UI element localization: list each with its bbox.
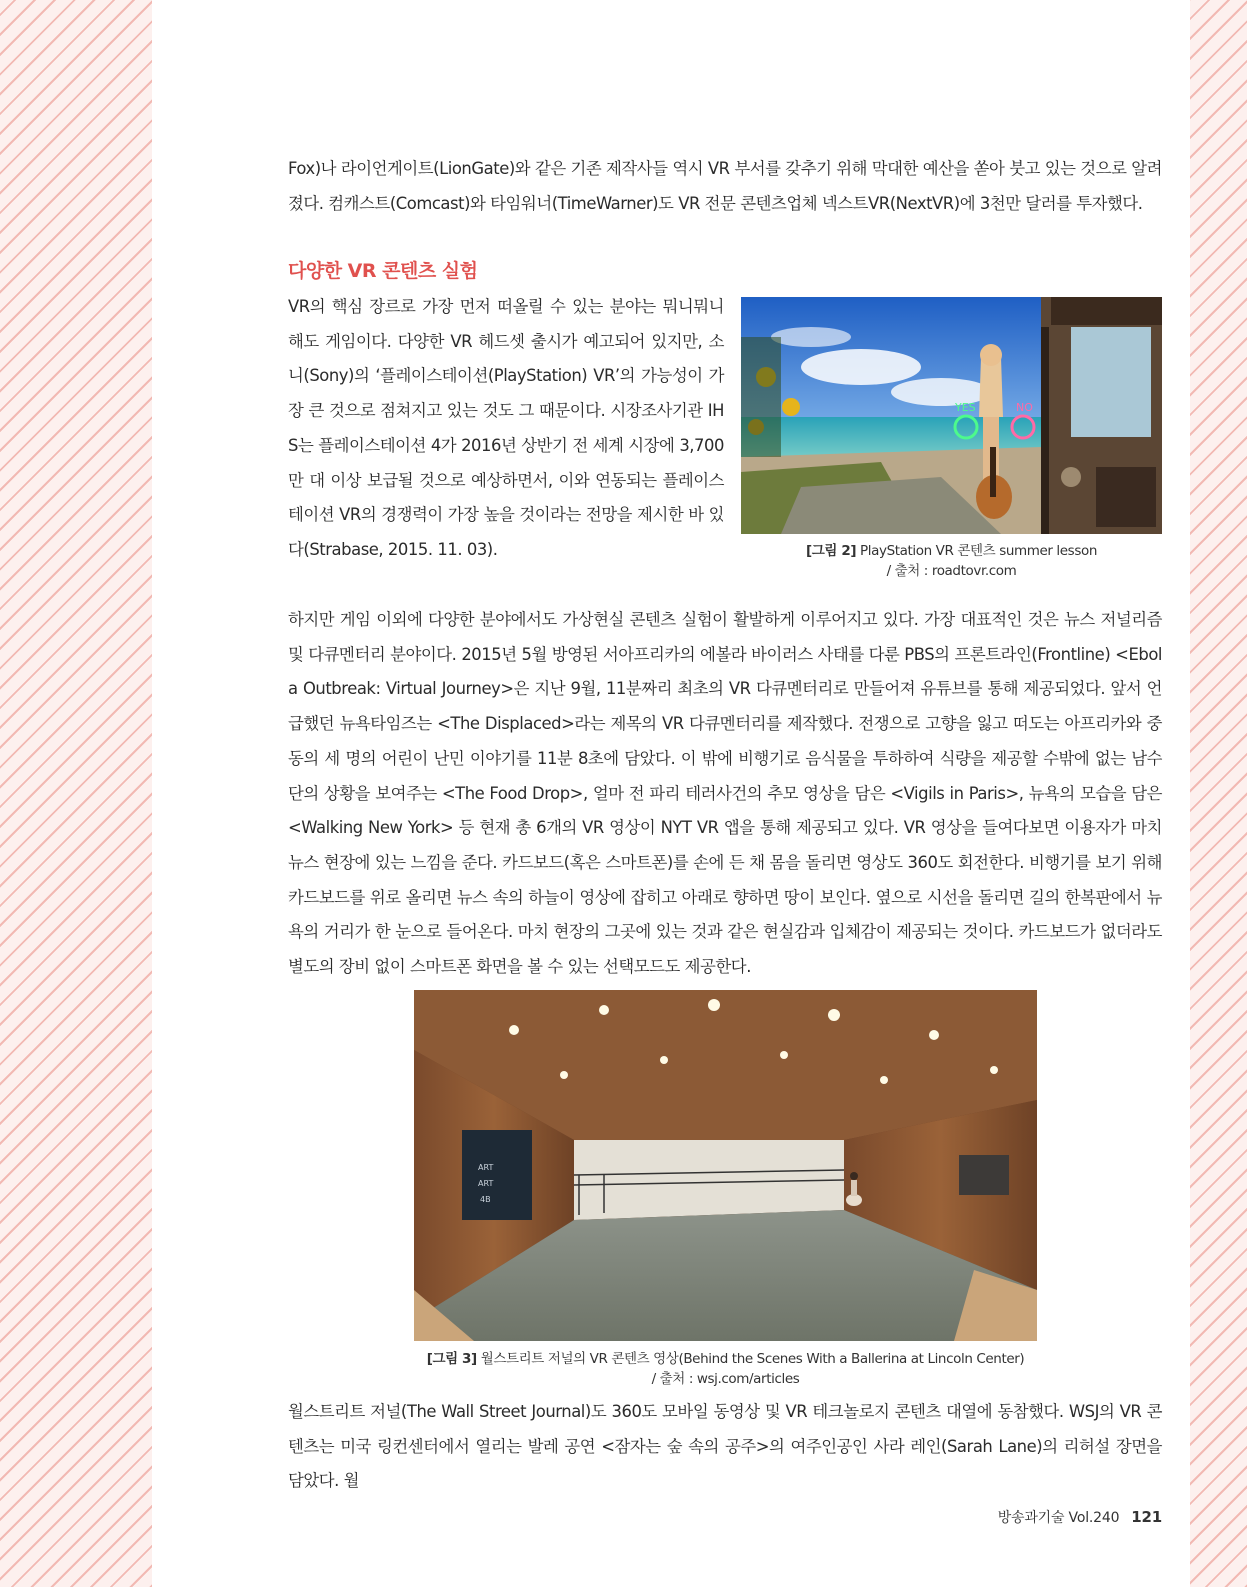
publication-name: 방송과기술 Vol.240 (997, 1510, 1120, 1526)
figure-2-source: / 출처 : roadtovr.com (886, 563, 1017, 579)
vr-summer-lesson-scene (741, 297, 1162, 534)
decorative-stripe-right (1190, 0, 1247, 1587)
crate-label-3: 4B (480, 1195, 491, 1204)
section-heading: 다양한 VR 콘텐츠 실험 (288, 260, 478, 282)
figure-3-caption (414, 1349, 1037, 1389)
page-number: 121 (1131, 1508, 1162, 1526)
wsj-paragraph: 월스트리트 저널(The Wall Street Journal)도 360도 모바일 동영상 및 VR 테크놀로지 콘텐츠 대열에 동참했다. WSJ의 VR 콘텐츠는 미국 링컨센터에서 열리는 발레 공연 <잠자는 숲 속의 공주>의 여주인공인 사라 레인(Sarah Lane)의 리허설 장면을 담았다. 월 (288, 1402, 1162, 1491)
crate-label-2: ART (478, 1179, 494, 1188)
intro-paragraph: Fox)나 라이언게이트(LionGate)와 같은 기존 제작사들 역시 VR 부서를 갖추기 위해 막대한 예산을 쏟아 붓고 있는 것으로 알려졌다. 컴캐스트(Comcast)와 타임워너(TimeWarner)도 VR 전문 콘텐츠업체 넥스트VR(NextVR)에 3천만 달러를 투자했다. (288, 159, 1162, 213)
no-overlay-text: NO (1016, 401, 1033, 414)
crate-label-1: ART (478, 1163, 494, 1172)
figure-3-source: / 출처 : wsj.com/articles (651, 1371, 800, 1387)
yes-overlay-text: YES (955, 401, 976, 414)
figure-2-caption-text: PlayStation VR 콘텐츠 summer lesson (860, 543, 1097, 559)
news-paragraph: 하지만 게임 이외에 다양한 분야에서도 가상현실 콘텐츠 실험이 활발하게 이루어지고 있다. 가장 대표적인 것은 뉴스 저널리즘 및 다큐멘터리 분야이다. 2015년 5월 방영된 서아프리카의 에볼라 바이러스 사태를 다룬 PBS의 프론트라인(Frontline) <Ebola Outbreak: Virtual Journey>은 지난 9월, 11분짜리 최초의 VR 다큐멘터리로 만들어져 유튜브를 통해 제공되었다. 앞서 언급했던 뉴욕타임즈는 <The Displaced>라는 제목의 VR 다큐멘터리를 제작했다. 전쟁으로 고향을 잃고 떠도는 아프리카와 중동의 세 명의 어린이 난민 이야기를 11분 8초에 담았다. 이 밖에 비행기로 음식물을 투하하여 식량을 제공할 수밖에 없는 남수단의 상황을 보여주는 <The Food Drop>, 얼마 전 파리 테러사건의 추모 영상을 담은 <Vigils in Paris>, 뉴욕의 모습을 담은 <Walking New York> 등 현재 총 6개의 VR 영상이 NYT VR 앱을 통해 제공되고 있다. VR 영상을 들여다보면 이용자가 마치 뉴스 현장에 있는 느낌을 준다. 카드보드(혹은 스마트폰)를 손에 든 채 몸을 돌리면 영상도 360도 회전한다. 비행기를 보기 위해 카드보드를 위로 올리면 뉴스 속의 하늘이 영상에 잡히고 아래로 향하면 땅이 보인다. 옆으로 시선을 돌리면 길의 한복판에서 뉴욕의 거리가 한 눈으로 들어온다. 마치 현장의 그곳에 있는 것과 같은 현실감과 입체감이 제공되는 것이다. 카드보드가 없더라도 별도의 장비 없이 스마트폰 화면을 볼 수 있는 선택모드도 제공한다. (288, 610, 1162, 977)
figure-2-image (741, 297, 1162, 534)
figure-2-caption (741, 541, 1162, 581)
figure-3-label: [그림 3] (426, 1351, 477, 1367)
games-paragraph: VR의 핵심 장르로 가장 먼저 떠올릴 수 있는 분야는 뭐니뭐니 해도 게임이다. 다양한 VR 헤드셋 출시가 예고되어 있지만, 소니(Sony)의 ‘플레이스테이션(PlayStation) VR’의 가능성이 가장 큰 것으로 점쳐지고 있는 것도 그 때문이다. 시장조사기관 IHS는 플레이스테이션 4가 2016년 상반기 전 세계 시장에 3,700만 대 이상 보급될 것으로 예상하면서, 이와 연동되는 플레이스테이션 VR의 경쟁력이 가장 높을 것이라는 전망을 제시한 바 있다(Strabase, 2015. 11. 03). (288, 297, 724, 559)
figure-3-image (414, 990, 1037, 1341)
figure-3-caption-text: 월스트리트 저널의 VR 콘텐츠 영상(Behind the Scenes With a Ballerina at Lincoln Center) (480, 1351, 1025, 1367)
ballet-studio-scene (414, 990, 1037, 1341)
figure-2-label: [그림 2] (806, 543, 857, 559)
page-footer (998, 1507, 1162, 1527)
decorative-stripe-left (0, 0, 152, 1587)
